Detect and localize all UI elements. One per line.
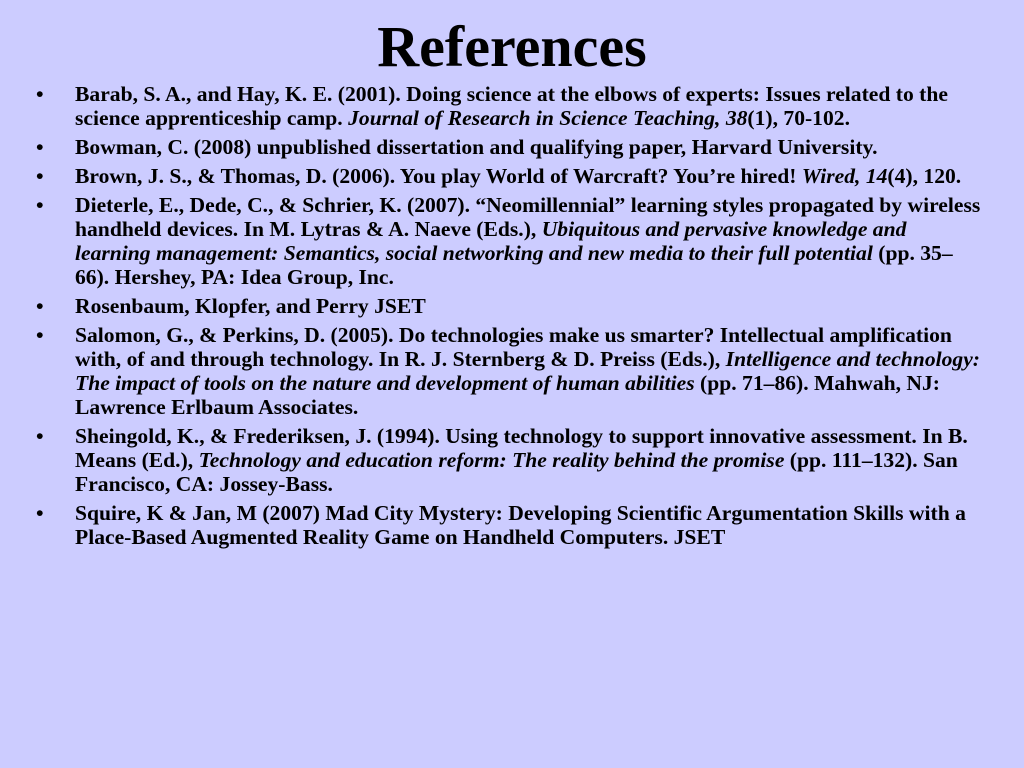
reference-text-segment: Dieterle, E., Dede, C., & Schrier, K. (2007). “Neomillennial” learning styles propagated by wireless handheld devices. In M. Lytras & A. Naeve (Eds.), [75, 193, 981, 241]
reference-item [36, 135, 986, 159]
reference-text-segment: Brown, J. S., & Thomas, D. (2006). You play World of Warcraft? You’re hired! [75, 164, 802, 188]
reference-item [36, 164, 986, 188]
bullet-icon: • [36, 501, 44, 525]
bullet-icon: • [36, 294, 44, 318]
reference-text-segment: (1), 70-102. [747, 106, 850, 130]
bullet-icon: • [36, 82, 44, 106]
reference-item [36, 424, 986, 496]
bullet-icon: • [36, 164, 44, 188]
reference-source-title: Journal of Research in Science Teaching, 38 [348, 106, 748, 130]
reference-source-title: Technology and education reform: The reality behind the promise [198, 448, 785, 472]
reference-source-title: Intelligence and technology: The impact of tools on the nature and development of human abilities [75, 347, 980, 395]
reference-item [36, 323, 986, 419]
reference-text-segment: Barab, S. A., and Hay, K. E. (2001). Doing science at the elbows of experts: Issues related to the science apprenticeship camp. [75, 82, 948, 130]
bullet-icon: • [36, 135, 44, 159]
reference-list [36, 82, 986, 554]
reference-item [36, 193, 986, 289]
slide-title: References [377, 14, 647, 79]
reference-text-segment: (4), 120. [887, 164, 962, 188]
reference-text-segment: Sheingold, K., & Frederiksen, J. (1994). Using technology to support innovative assessment. In B. Means (Ed.), [75, 424, 968, 472]
reference-item [36, 501, 986, 549]
bullet-icon: • [36, 193, 44, 217]
reference-text-segment: Rosenbaum, Klopfer, and Perry JSET [75, 294, 426, 318]
reference-text-segment: Salomon, G., & Perkins, D. (2005). Do technologies make us smarter? Intellectual amplification with, of and through technology. In R. J. Sternberg & D. Preiss (Eds.), [75, 323, 952, 371]
reference-text-segment: (pp. 71–86). Mahwah, NJ: Lawrence Erlbaum Associates. [75, 371, 941, 419]
reference-text-segment: (pp. 35–66). Hershey, PA: Idea Group, Inc. [75, 241, 953, 289]
reference-source-title: Wired, 14 [801, 164, 888, 188]
reference-item [36, 294, 986, 318]
reference-source-title: Ubiquitous and pervasive knowledge and learning management: Semantics, social networking and new media to their full potential [75, 217, 907, 265]
reference-item [36, 82, 986, 130]
bullet-icon: • [36, 424, 44, 448]
reference-text-segment: (pp. 111–132). San Francisco, CA: Jossey-Bass. [75, 448, 958, 496]
bullet-icon: • [36, 323, 44, 347]
reference-text-segment: Bowman, C. (2008) unpublished dissertation and qualifying paper, Harvard University. [75, 135, 878, 159]
reference-text-segment: Squire, K & Jan, M (2007) Mad City Mystery: Developing Scientific Argumentation Skills with a Place-Based Augmented Reality Game on Handheld Computers. JSET [75, 501, 966, 549]
